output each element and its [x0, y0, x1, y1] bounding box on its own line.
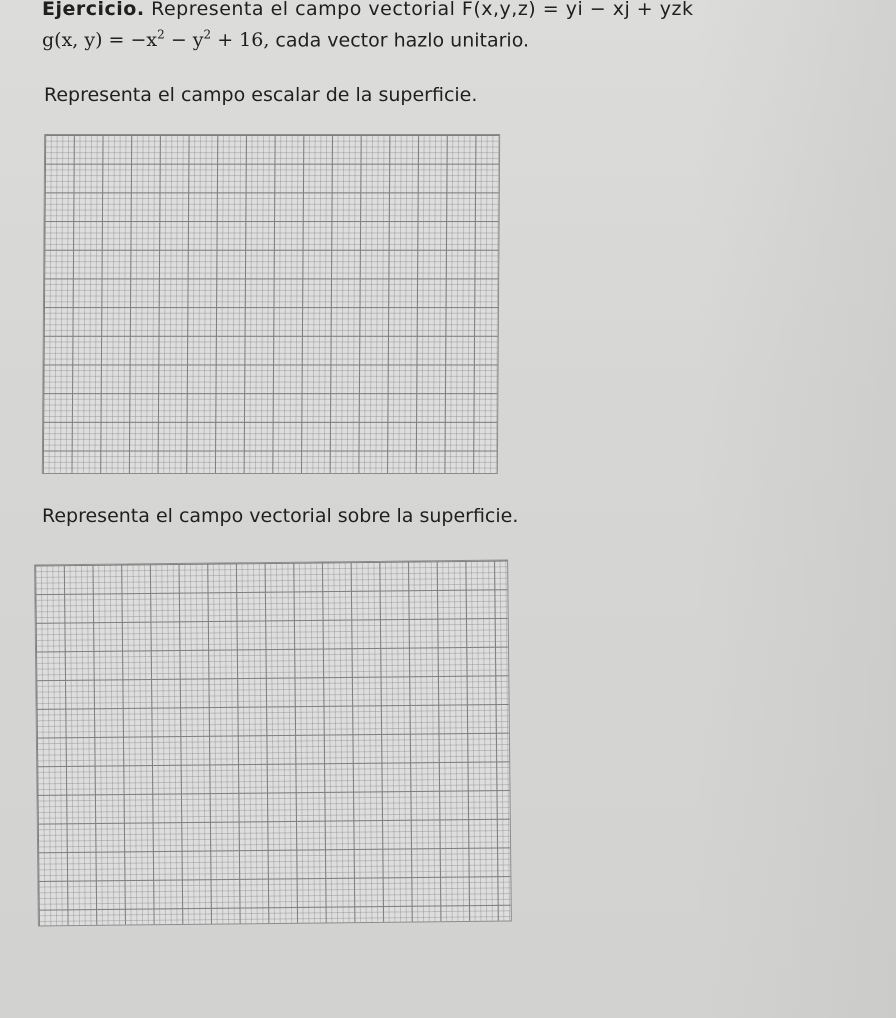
exercise-statement: [42, 0, 693, 20]
function-expression: [42, 29, 269, 51]
exercise-heading: Ejercicio.: [42, 0, 145, 20]
exercise-statement-text: Representa el campo vectorial F(x,y,z) = yi − xj + yzk: [151, 0, 694, 20]
scalar-field-prompt: Representa el campo escalar de la superficie.: [44, 84, 478, 106]
function-part-2: − y: [164, 29, 204, 52]
function-note: cada vector hazlo unitario.: [269, 29, 530, 52]
scalar-field-grid[interactable]: [42, 134, 500, 474]
function-part-3: + 16,: [211, 29, 270, 52]
function-part-1: g(x, y) = −x: [42, 29, 158, 52]
exponent-y: 2: [203, 28, 212, 42]
vector-field-prompt: Representa el campo vectorial sobre la superficie.: [42, 505, 519, 527]
exponent-x: 2: [157, 28, 165, 42]
paper-shadow: [696, 0, 896, 1018]
vector-field-grid[interactable]: [34, 560, 512, 927]
scalar-function: [42, 28, 529, 51]
